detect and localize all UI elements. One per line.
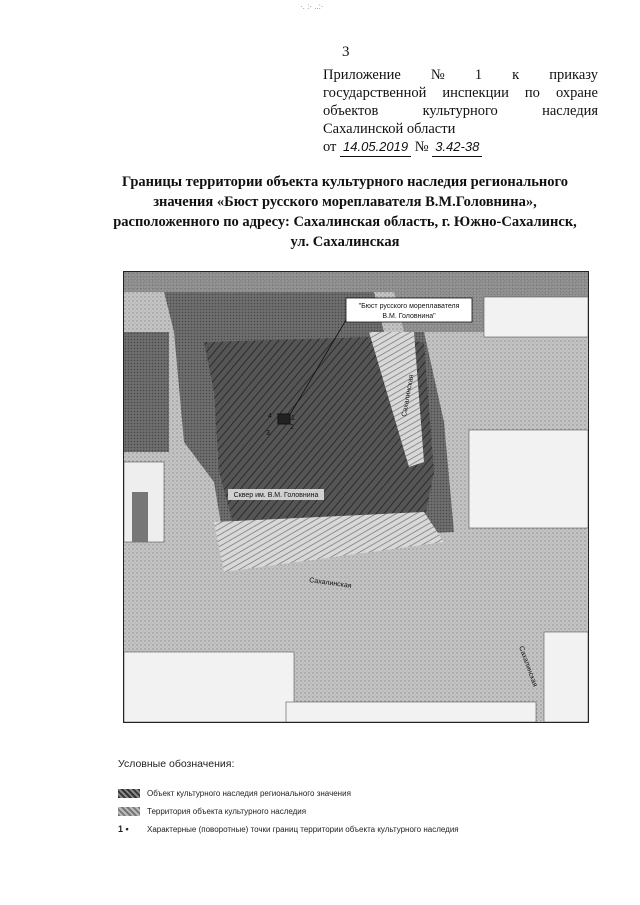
header-line-4: Сахалинской области: [323, 121, 456, 137]
legend-row-object: [118, 784, 578, 802]
boundary-map: [123, 271, 589, 723]
map-drawing: [124, 272, 588, 722]
point-label-2: 2: [290, 424, 294, 431]
document-title: Границы территории объекта культурного наследия регионального значения «Бюст русского мореплавателя В.М.Головнина», расположенного по адресу: Сахалинская область, г. Южно-Сахалинск, ул. Сахалинская: [113, 174, 577, 250]
west-building: [124, 332, 169, 452]
point-symbol: 1 •: [118, 824, 129, 834]
header-line-2: государственной инспекции по охране: [323, 85, 598, 101]
appendix-header: [323, 66, 598, 157]
south-east-building: [544, 632, 588, 722]
legend-row-points: [118, 820, 578, 838]
point-label-4: 4: [268, 413, 272, 420]
street-label-east: Сахалинская: [517, 645, 539, 688]
street-label-north: Сахалинская: [401, 374, 416, 418]
south-west-building: [124, 652, 294, 722]
monument-footprint: [278, 414, 290, 424]
callout-line-1: "Бюст русского мореплавателя: [358, 303, 460, 310]
east-building: [469, 430, 588, 528]
north-east-building: [484, 297, 588, 337]
territory-swatch: [118, 807, 140, 816]
header-line-1: Приложение № 1 к приказу: [323, 67, 598, 83]
point-label-3: 3: [266, 430, 270, 437]
scan-speckle: ·. :· ..:·: [300, 2, 324, 11]
map-legend: [118, 758, 578, 838]
page-number: 3: [342, 44, 350, 60]
square-label: Сквер им. В.М. Головнина: [233, 492, 319, 499]
west-building-small: [132, 492, 148, 542]
handwritten-date: 14.05.2019: [340, 138, 411, 157]
point-label-1: 1: [291, 415, 295, 422]
callout-line-2: В.М. Головнина": [382, 313, 436, 320]
legend-object-label: Объект культурного наследия регионального значения: [147, 788, 351, 798]
street-label-south: Сахалинская: [308, 577, 352, 590]
legend-row-territory: [118, 802, 578, 820]
object-swatch: [118, 789, 140, 798]
south-building: [286, 702, 536, 722]
header-line-3: объектов культурного наследия: [323, 103, 598, 119]
legend-points-label: Характерные (поворотные) точки границ территории объекта культурного наследия: [147, 824, 459, 834]
header-date-line: от 14.05.2019 № 3.42-38: [323, 138, 598, 157]
handwritten-order-number: 3.42-38: [432, 138, 482, 157]
legend-territory-label: Территория объекта культурного наследия: [147, 806, 307, 816]
legend-title: Условные обозначения:: [118, 758, 235, 770]
